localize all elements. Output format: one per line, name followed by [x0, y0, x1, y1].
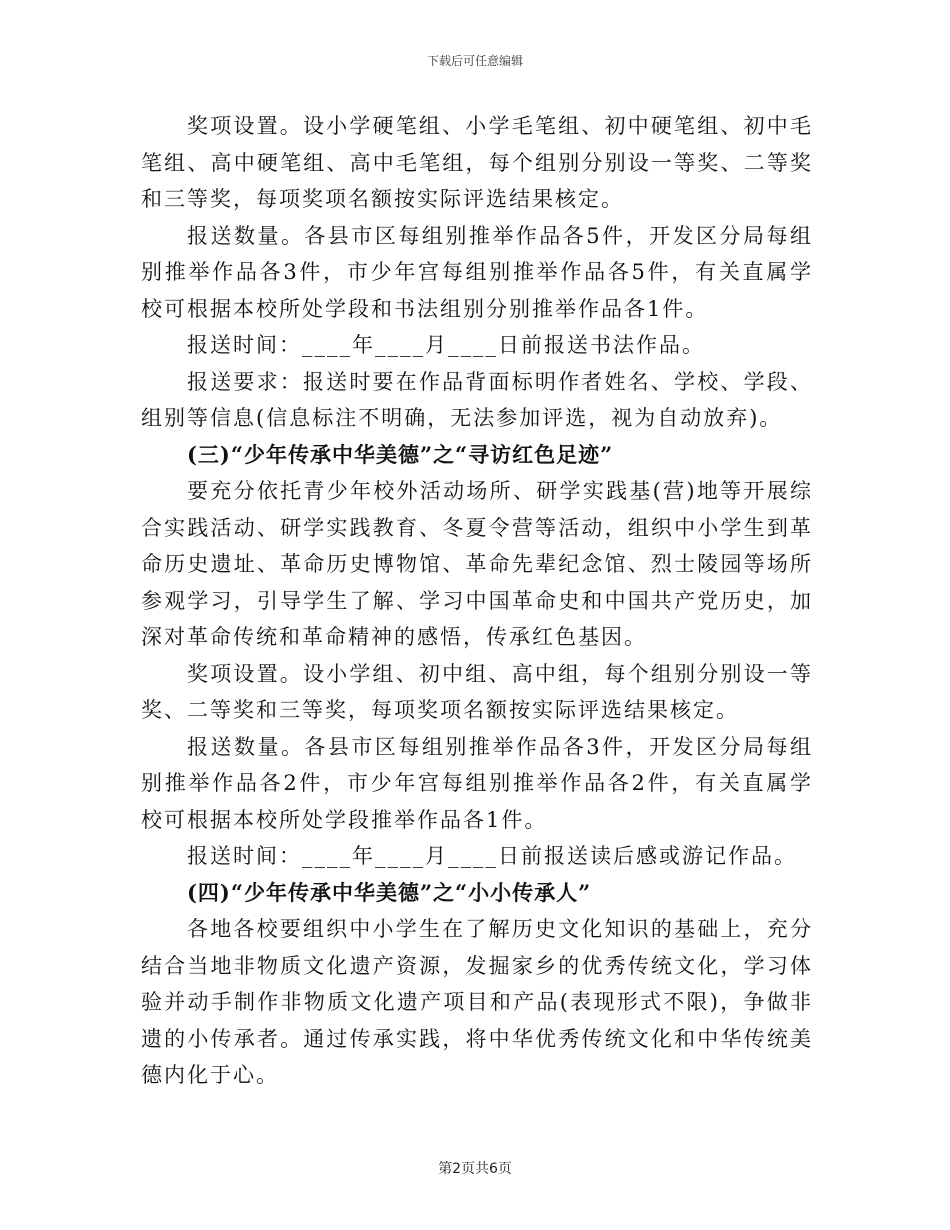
paragraph-submission-requirements: 报送要求：报送时要在作品背面标明作者姓名、学校、学段、组别等信息(信息标注不明确，无法参加评选，视为自动放弃)。	[141, 369, 813, 430]
section-heading-three: (三)“少年传承中华美德”之“寻访红色足迹”	[187, 441, 614, 467]
paragraph-award-settings: 奖项设置。设小学硬笔组、小学毛笔组、初中硬笔组、初中毛笔组、高中硬笔组、高中毛笔组，每个组别分别设一等奖、二等奖和三等奖，每项奖项名额按实际评选结果核定。	[141, 114, 813, 211]
page-footer: 第2页共6页	[438, 1161, 512, 1177]
paragraph-little-inheritors: 各地各校要组织中小学生在了解历史文化知识的基础上，充分结合当地非物质文化遗产资源，发掘家乡的优秀传统文化，学习体验并动手制作非物质文化遗产项目和产品(表现形式不限)，争做非遗的小传承者。通过传承实践，将中华优秀传统文化和中华传统美德内化于心。	[141, 917, 813, 1087]
document-body	[141, 108, 813, 1094]
paragraph-submission-quantity-2: 报送数量。各县市区每组别推举作品各3件，开发区分局每组别推举作品各2件，市少年宫每组别推举作品各2件，有关直属学校可根据本校所处学段推举作品各1件。	[141, 734, 813, 832]
paragraph-award-settings-2: 奖项设置。设小学组、初中组、高中组，每个组别分别设一等奖、二等奖和三等奖，每项奖项名额按实际评选结果核定。	[141, 661, 813, 722]
section-heading-four: (四)“少年传承中华美德”之“小小传承人”	[187, 879, 592, 905]
paragraph-red-footprints: 要充分依托青少年校外活动场所、研学实践基(营)地等开展综合实践活动、研学实践教育、冬夏令营等活动，组织中小学生到革命历史遗址、革命历史博物馆、革命先辈纪念馆、烈士陵园等场所参观学习，引导学生了解、学习中国革命史和中国共产党历史，加深对革命传统和革命精神的感悟，传承红色基因。	[141, 479, 813, 649]
paragraph-submission-quantity: 报送数量。各县市区每组别推举作品各5件，开发区分局每组别推举作品各3件，市少年宫每组别推举作品各5件，有关直属学校可根据本校所处学段和书法组别分别推举作品各1件。	[141, 223, 813, 321]
paragraph-submission-time: 报送时间：____年____月____日前报送书法作品。	[187, 333, 705, 357]
page-header: 下载后可任意编辑	[426, 54, 523, 68]
paragraph-submission-time-2: 报送时间：____年____月____日前报送读后感或游记作品。	[187, 844, 797, 868]
